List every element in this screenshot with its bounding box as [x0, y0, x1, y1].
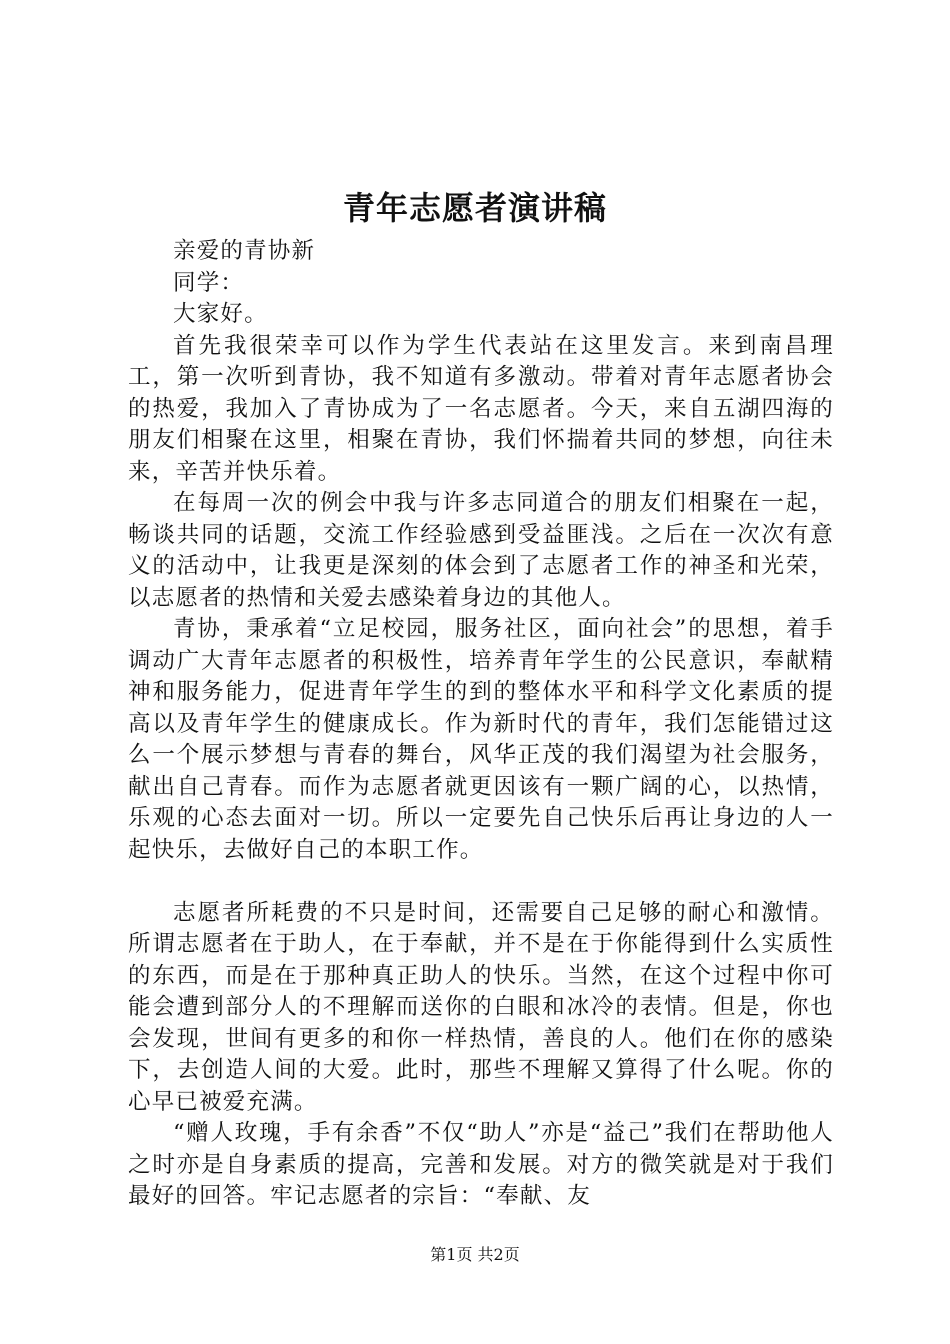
greeting: 大家好。 — [173, 301, 268, 327]
paragraph: 首先我很荣幸可以作为学生代表站在这里发言。来到南昌理工，第一次听到青协，我不知道有多激动。带着对青年志愿者协会的热爱，我加入了青协成为了一名志愿者。今天，来自五湖四海的朋友们相聚在这里，相聚在青协，我们怀揣着共同的梦想，向往未来，辛苦并快乐着。 — [128, 332, 834, 485]
document-title: 青年志愿者演讲稿 — [342, 189, 607, 227]
paragraph: 青协，秉承着“立足校园，服务社区，面向社会”的思想，着手调动广大青年志愿者的积极性，培养青年学生的公民意识，奉献精神和服务能力，促进青年学生的到的整体水平和科学文化素质的提高以及青年学生的健康成长。作为新时代的青年，我们怎能错过这么一个展示梦想与青春的舞台，风华正茂的我们渴望为社会服务，献出自己青春。而作为志愿者就更因该有一颗广阔的心，以热情，乐观的心态去面对一切。所以一定要先自己快乐后再让身边的人一起快乐，去做好自己的本职工作。 — [128, 616, 834, 863]
paragraph: “赠人玫瑰，手有余香”不仅“助人”亦是“益己”我们在帮助他人之时亦是自身素质的提高，完善和发展。对方的微笑就是对于我们最好的回答。牢记志愿者的宗旨：“奉献、友 — [128, 1120, 834, 1209]
paragraph: 在每周一次的例会中我与许多志同道合的朋友们相聚在一起，畅谈共同的话题，交流工作经验感到受益匪浅。之后在一次次有意义的活动中，让我更是深刻的体会到了志愿者工作的神圣和光荣，以志愿者的热情和关爱去感染着身边的其他人。 — [128, 490, 834, 611]
salutation-line-1: 亲爱的青协新 — [173, 238, 316, 264]
document-body — [128, 236, 834, 1213]
page-footer: 第1页 共2页 — [430, 1245, 520, 1264]
salutation-line-2: 同学： — [173, 269, 245, 296]
paragraph: 志愿者所耗费的不只是时间，还需要自己足够的耐心和激情。所谓志愿者在于助人，在于奉献，并不是在于你能得到什么实质性的东西，而是在于那种真正助人的快乐。当然，在这个过程中你可能会遭到部分人的不理解而送你的白眼和冰冷的表情。但是，你也会发现，世间有更多的和你一样热情，善良的人。他们在你的感染下，去创造人间的大爱。此时，那些不理解又算得了什么呢。你的心早已被爱充满。 — [128, 899, 834, 1115]
